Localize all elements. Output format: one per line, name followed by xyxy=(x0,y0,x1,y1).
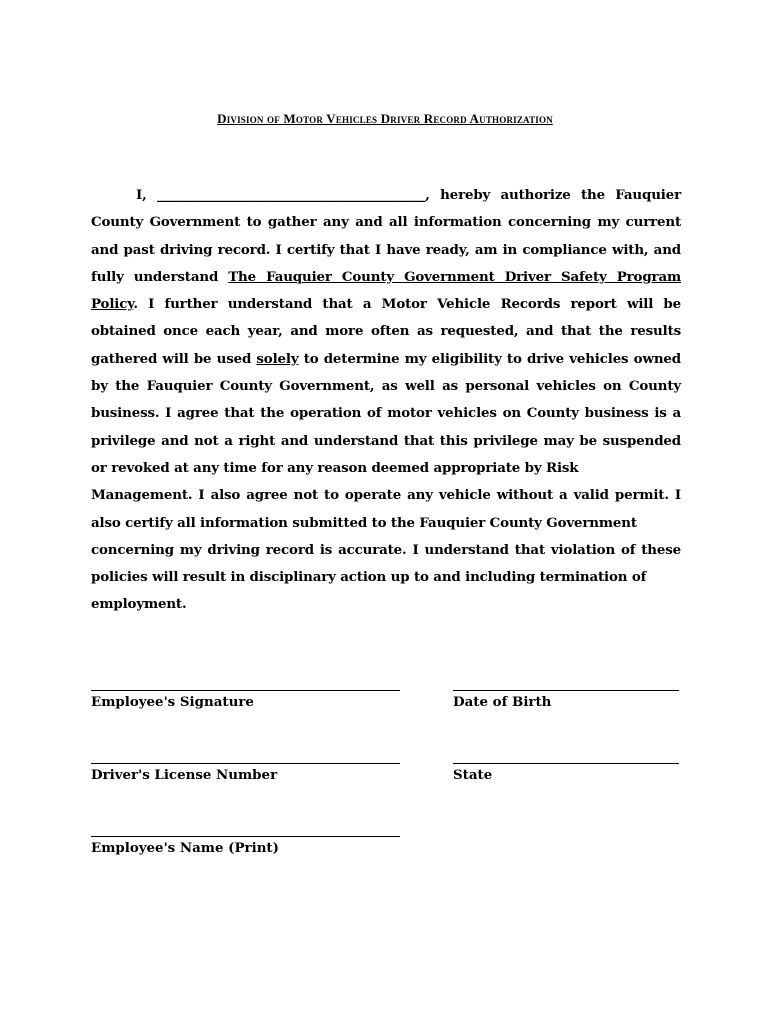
employee-name-label: Employee's Name (Print) xyxy=(91,840,279,856)
paragraph-line: privilege and not a right and understand that this privilege may be suspended xyxy=(91,432,681,449)
paragraph-line xyxy=(91,264,681,291)
policy-word: Policy xyxy=(91,296,134,313)
authorization-paragraph xyxy=(91,182,681,619)
first-line-prefix: I, xyxy=(136,187,157,203)
paragraph-line: obtained once each year, and more often as requested, and that the results xyxy=(91,323,681,340)
title-text: Division of Motor Vehicles Driver Record Authorization xyxy=(217,111,553,126)
state-label: State xyxy=(453,767,493,783)
date-of-birth-line[interactable] xyxy=(453,690,679,691)
paragraph-line: concerning my driving record is accurate. I understand that violation of these xyxy=(91,541,681,558)
paragraph-line: or revoked at any time for any reason deemed appropriate by Risk xyxy=(91,459,579,476)
paragraph-line xyxy=(91,182,681,209)
paragraph-fragment: gathered will be used xyxy=(91,350,257,367)
paragraph-fragment: to determine my eligibility to drive vehicles owned xyxy=(298,350,681,367)
paragraph-line: policies will result in disciplinary action up to and including termination of xyxy=(91,569,647,586)
first-line-suffix: , hereby authorize the Fauquier xyxy=(425,187,681,203)
paragraph-line: by the Fauquier County Government, as well as personal vehicles on County xyxy=(91,378,681,395)
name-blank: _________________________________________ xyxy=(156,187,426,203)
paragraph-line: County Government to gather any and all information concerning my current xyxy=(91,214,681,231)
paragraph-line: employment. xyxy=(91,596,187,613)
employee-signature-label: Employee's Signature xyxy=(91,694,254,710)
date-of-birth-label: Date of Birth xyxy=(453,694,552,710)
policy-title: The Fauquier County Government Driver Safety Program xyxy=(228,268,681,285)
paragraph-line: Management. I also agree not to operate any vehicle without a valid permit. I xyxy=(91,487,681,504)
paragraph-fragment: fully understand xyxy=(91,268,229,285)
paragraph-line: and past driving record. I certify that I have ready, am in compliance with, and xyxy=(91,241,681,258)
drivers-license-line[interactable] xyxy=(91,763,400,764)
employee-signature-line[interactable] xyxy=(91,690,400,691)
emphasis-solely: solely xyxy=(256,350,299,367)
paragraph-line xyxy=(91,346,681,373)
paragraph-line xyxy=(91,291,681,318)
paragraph-line: also certify all information submitted to the Fauquier County Government xyxy=(91,514,637,531)
paragraph-fragment: . I further understand that a Motor Vehicle Records report will be xyxy=(133,296,681,313)
employee-name-line[interactable] xyxy=(91,836,400,837)
drivers-license-label: Driver's License Number xyxy=(91,767,278,783)
paragraph-line: business. I agree that the operation of motor vehicles on County business is a xyxy=(91,405,681,422)
document-title xyxy=(0,111,770,127)
state-line[interactable] xyxy=(453,763,679,764)
